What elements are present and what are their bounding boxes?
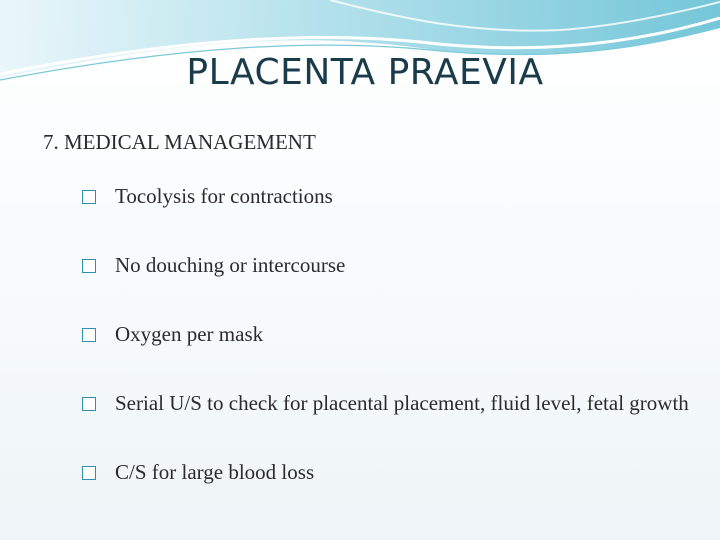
list-item xyxy=(82,389,702,418)
list-item xyxy=(82,182,702,211)
bullet-text: Oxygen per mask xyxy=(115,322,264,346)
list-item xyxy=(82,320,702,349)
list-item xyxy=(82,458,702,487)
square-bullet-icon xyxy=(82,466,96,480)
list-item xyxy=(82,251,702,280)
bullet-text: Tocolysis for contractions xyxy=(115,184,333,208)
slide-title: PLACENTA PRAEVIA xyxy=(186,52,544,93)
bullet-text: C/S for large blood loss xyxy=(115,460,315,484)
bullet-text: No douching or intercourse xyxy=(115,253,346,277)
square-bullet-icon xyxy=(82,397,96,411)
square-bullet-icon xyxy=(82,259,96,273)
square-bullet-icon xyxy=(82,328,96,342)
square-bullet-icon xyxy=(82,190,96,204)
section-heading: 7. MEDICAL MANAGEMENT xyxy=(43,130,316,154)
bullet-list xyxy=(82,182,702,527)
bullet-text: Serial U/S to check for placental placement, fluid level, fetal growth xyxy=(115,391,689,415)
